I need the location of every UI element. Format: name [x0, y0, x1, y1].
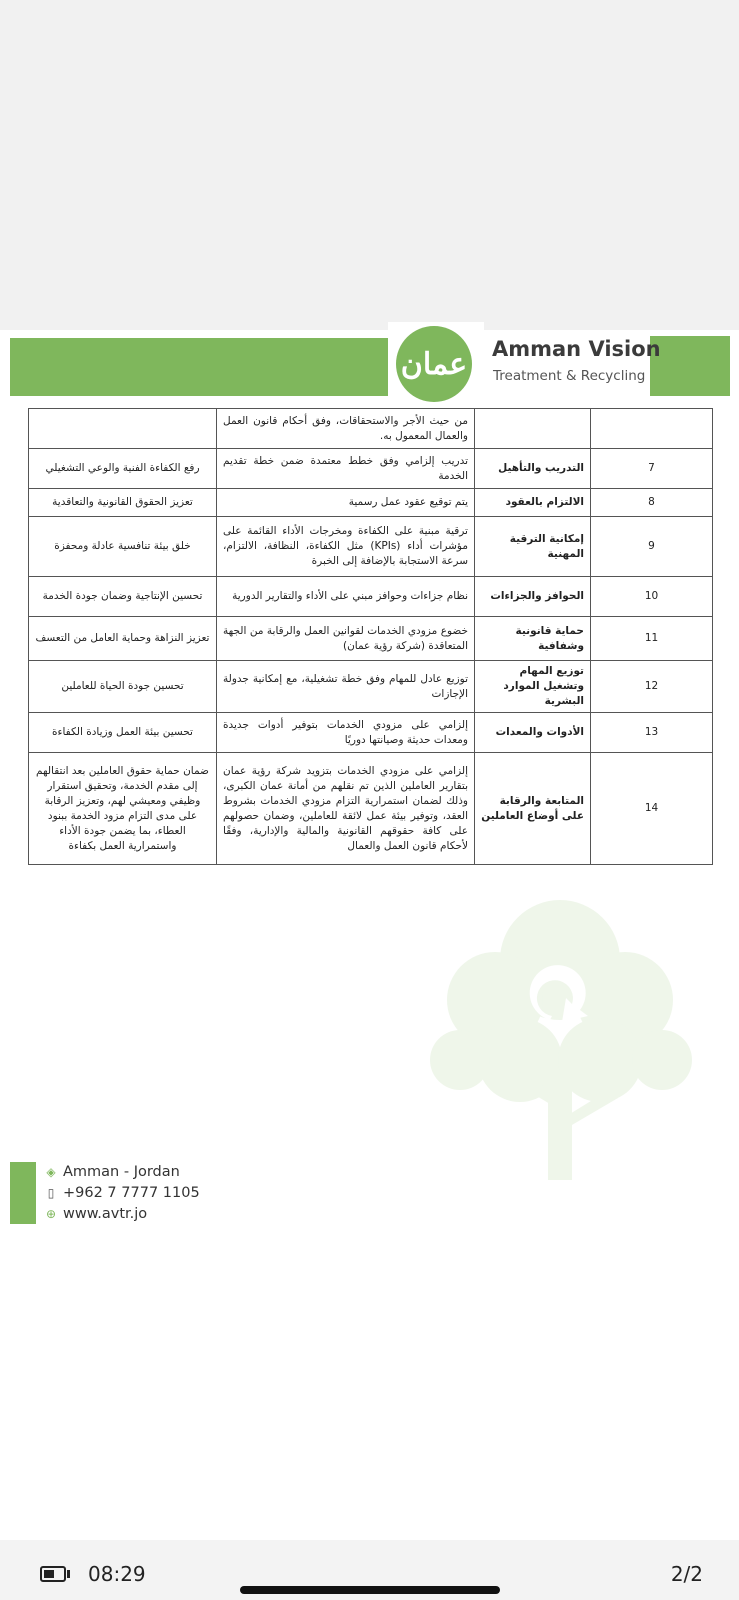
row-number: 11 — [591, 617, 713, 661]
table-row — [29, 617, 713, 661]
row-description: ترقية مبنية على الكفاءة ومخرجات الأداء القائمة على مؤشرات أداء (KPIs) مثل الكفاءة، النظافة، الالتزام، سرعة الاستجابة بالإضافة إلى الخبرة — [217, 517, 475, 577]
location-pin-icon: ◈ — [46, 1165, 56, 1179]
header-green-bar-right — [650, 336, 730, 396]
table-row — [29, 661, 713, 713]
company-logo — [396, 326, 472, 402]
row-area: المتابعة والرقابة على أوضاع العاملين — [475, 753, 591, 865]
footer-phone — [44, 1185, 200, 1201]
page-indicator: 2/2 — [670, 1562, 703, 1586]
row-goal: ضمان حماية حقوق العاملين بعد انتقالهم إلى مقدم الخدمة، وتحقيق استقرار وظيفي ومعيشي لهم، وتعزيز الرقابة على مدى التزام مزود الخدمة ببنود العطاء، بما يضمن جودة الأداء واستمرارية العمل بكفاءة — [29, 753, 217, 865]
row-goal: خلق بيئة تنافسية عادلة ومحفزة — [29, 517, 217, 577]
row-goal: تعزيز الحقوق القانونية والتعاقدية — [29, 489, 217, 517]
logo-text: عمان — [400, 346, 468, 382]
row-number: 13 — [591, 713, 713, 753]
table-row — [29, 517, 713, 577]
row-area — [475, 409, 591, 449]
row-description: من حيث الأجر والاستحقاقات، وفق أحكام قانون العمل والعمال المعمول به. — [217, 409, 475, 449]
recycling-tree-watermark-icon — [400, 870, 720, 1190]
status-time: 08:29 — [88, 1562, 146, 1586]
row-description: يتم توقيع عقود عمل رسمية — [217, 489, 475, 517]
globe-icon: ⊕ — [45, 1207, 57, 1221]
row-goal: تحسين بيئة العمل وزيادة الكفاءة — [29, 713, 217, 753]
row-number: 9 — [591, 517, 713, 577]
row-description: خضوع مزودي الخدمات لقوانين العمل والرقابة من الجهة المتعاقدة (شركة رؤية عمان) — [217, 617, 475, 661]
row-area: حماية قانونية وشفافية — [475, 617, 591, 661]
row-area: إمكانية الترقية المهنية — [475, 517, 591, 577]
row-number — [591, 409, 713, 449]
row-goal: رفع الكفاءة الفنية والوعي التشغيلي — [29, 449, 217, 489]
header-green-bar-left — [10, 338, 410, 396]
row-description: إلزامي على مزودي الخدمات بتزويد شركة رؤية عمان بتقارير العاملين الذين تم نقلهم من أمانة عمان الكبرى، وذلك لضمان استمرارية التزام مزودي الخدمات بشروط العقد، وتوفير بيئة عمل لائقة للعاملين، وضمان حصولهم على كافة حقوقهم القانونية والمالية والإدارية، وفقًا لأحكام قانون العمل والعمال — [217, 753, 475, 865]
home-indicator[interactable] — [240, 1586, 500, 1594]
footer-website[interactable] — [44, 1206, 147, 1222]
footer-location — [44, 1164, 180, 1180]
row-description: توزيع عادل للمهام وفق خطة تشغيلية، مع إمكانية جدولة الإجازات — [217, 661, 475, 713]
table-row — [29, 577, 713, 617]
battery-tip — [67, 1570, 70, 1578]
row-number: 10 — [591, 577, 713, 617]
footer-website-text[interactable]: www.avtr.jo — [63, 1206, 148, 1222]
row-area: الحوافز والجزاءات — [475, 577, 591, 617]
brand-title: Amman Vision — [492, 337, 661, 361]
row-description: نظام جزاءات وحوافز مبني على الأداء والتقارير الدورية — [217, 577, 475, 617]
row-goal — [29, 409, 217, 449]
table-row — [29, 753, 713, 865]
table-row — [29, 713, 713, 753]
table-row — [29, 409, 713, 449]
row-number: 7 — [591, 449, 713, 489]
top-background — [0, 0, 739, 330]
footer-green-bar — [10, 1162, 36, 1224]
criteria-table — [28, 408, 713, 865]
table-row — [29, 489, 713, 517]
row-description: تدريب إلزامي وفق خطط معتمدة ضمن خطة تقديم الخدمة — [217, 449, 475, 489]
row-number: 8 — [591, 489, 713, 517]
brand-subtitle: Treatment & Recycling — [493, 368, 646, 384]
row-area: توزيع المهام وتشغيل الموارد البشرية — [475, 661, 591, 713]
row-area: الالتزام بالعقود — [475, 489, 591, 517]
battery-icon — [40, 1566, 66, 1582]
row-goal: تحسين الإنتاجية وضمان جودة الخدمة — [29, 577, 217, 617]
row-description: إلزامي على مزودي الخدمات بتوفير أدوات جديدة ومعدات حديثة وصيانتها دوريًا — [217, 713, 475, 753]
footer-location-text: Amman - Jordan — [63, 1164, 180, 1180]
phone-icon: ▯ — [47, 1186, 55, 1200]
row-area: الأدوات والمعدات — [475, 713, 591, 753]
row-number: 12 — [591, 661, 713, 713]
table-row — [29, 449, 713, 489]
row-goal: تعزيز النزاهة وحماية العامل من التعسف — [29, 617, 217, 661]
row-number: 14 — [591, 753, 713, 865]
row-goal: تحسين جودة الحياة للعاملين — [29, 661, 217, 713]
footer-phone-text: +962 7 7777 1105 — [63, 1185, 200, 1201]
row-area: التدريب والتأهيل — [475, 449, 591, 489]
